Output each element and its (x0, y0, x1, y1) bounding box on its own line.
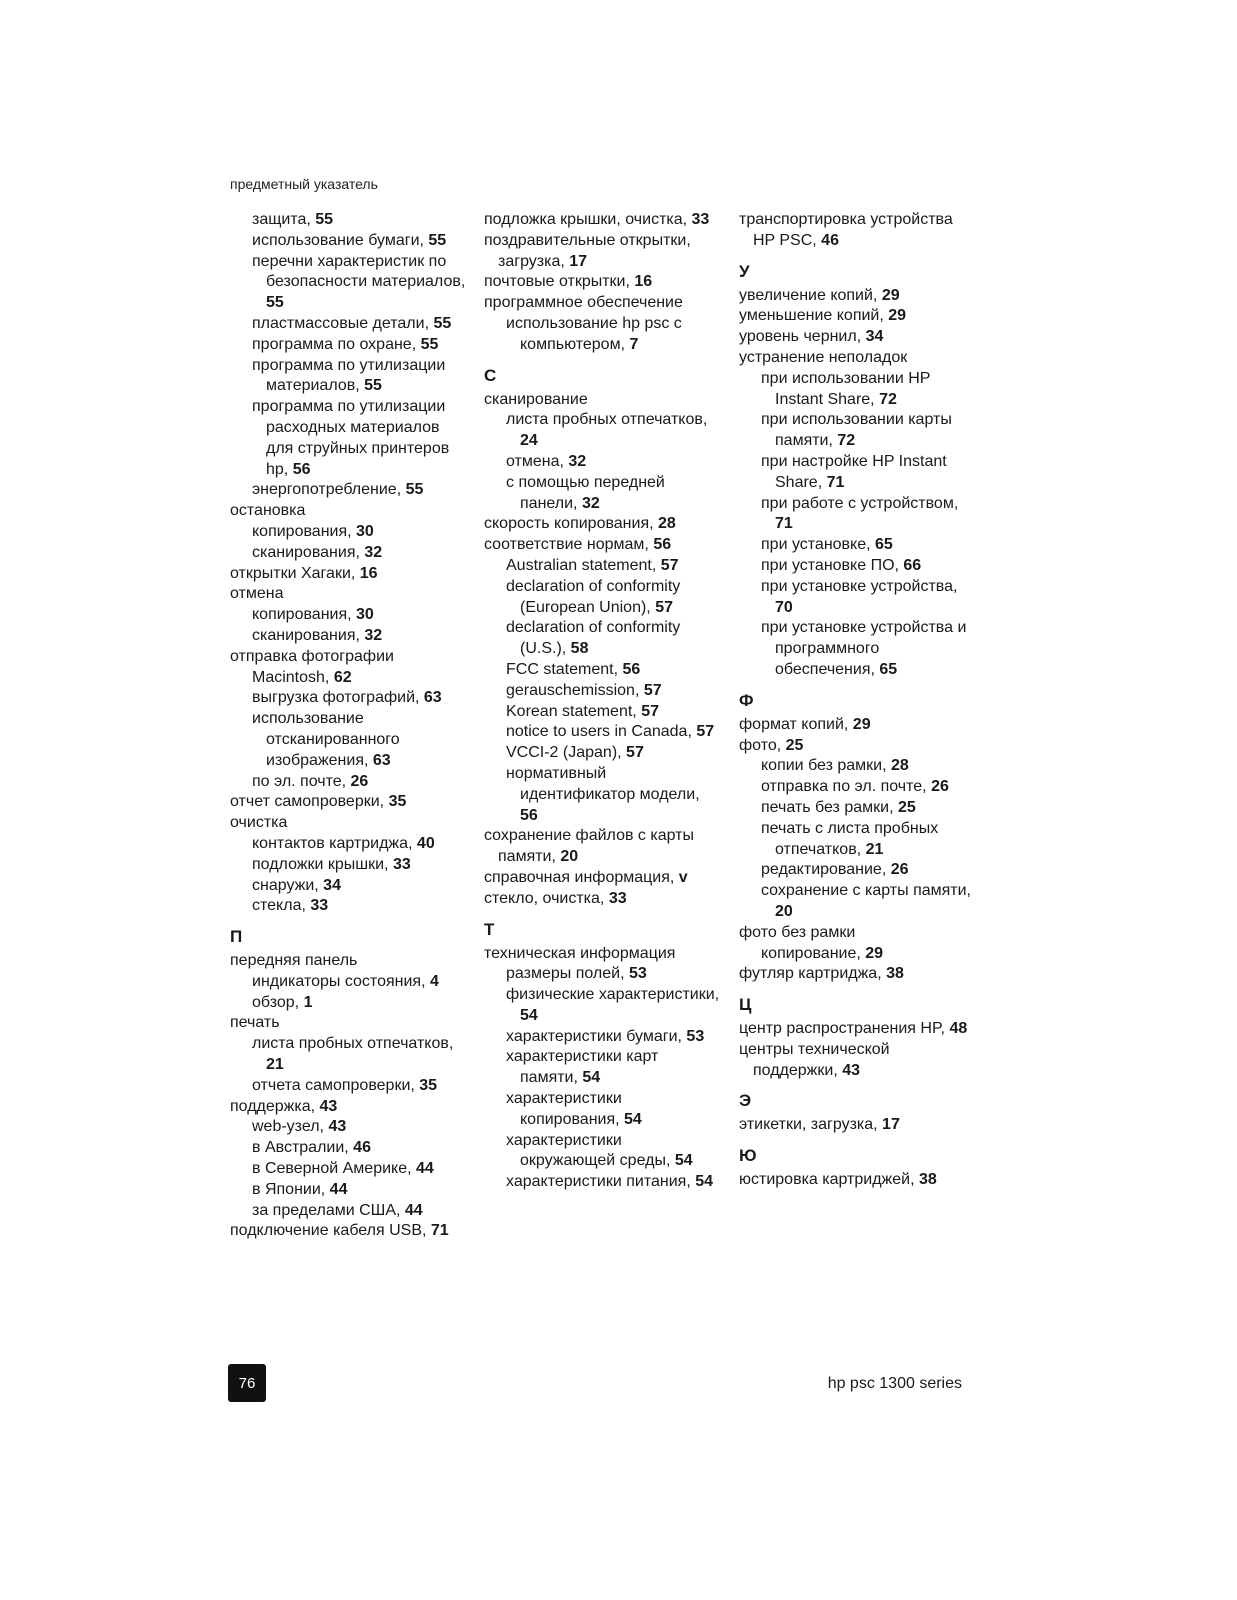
entry-term: программа по охране, (252, 335, 421, 353)
index-subentry (230, 668, 466, 689)
index-entry (484, 514, 720, 535)
index-entry (230, 1097, 466, 1118)
entry-page-ref[interactable]: 63 (372, 751, 391, 769)
index-subentry (484, 743, 720, 764)
entry-page-ref[interactable]: 48 (949, 1020, 968, 1038)
entry-term: при установке устройства и программного обеспечения, (761, 619, 967, 678)
entry-page-ref[interactable]: 24 (520, 432, 538, 450)
entry-term: за пределами США, (252, 1201, 405, 1219)
index-entry (739, 210, 975, 252)
entry-page-ref[interactable]: 25 (785, 736, 804, 754)
index-subentry (484, 681, 720, 702)
entry-term: открытки Хагаки, (230, 564, 360, 582)
entry-page-ref[interactable]: 57 (626, 744, 644, 762)
entry-term: нормативный идентификатор модели, (506, 764, 700, 803)
entry-page-ref[interactable]: 65 (875, 536, 893, 554)
index-entry (739, 964, 975, 985)
index-entry (230, 564, 466, 585)
entry-term: использование бумаги, (252, 231, 429, 249)
entry-term: VCCI-2 (Japan), (506, 744, 627, 762)
entry-term: при использовании HP Instant Share, (761, 369, 931, 408)
index-subentry (230, 210, 466, 231)
entry-page-ref[interactable]: 46 (821, 231, 839, 249)
index-subentry (484, 473, 720, 515)
entry-term: в Австралии, (252, 1139, 354, 1157)
entry-page-ref[interactable]: 33 (691, 211, 710, 228)
index-subentry (484, 556, 720, 577)
entry-page-ref[interactable]: 55 (364, 377, 382, 395)
entry-page-ref[interactable]: 29 (888, 307, 907, 325)
entry-term: FCC statement, (506, 660, 623, 678)
entry-term: устранение неполадок (739, 348, 908, 366)
index-entry (484, 535, 720, 556)
running-header: предметный указатель (230, 176, 378, 192)
index-subentry (739, 819, 975, 861)
entry-term: характеристики копирования, (506, 1090, 625, 1128)
entry-page-ref[interactable]: 54 (520, 1006, 538, 1024)
entry-term: уровень чернил, (739, 328, 866, 346)
entry-page-ref[interactable]: 26 (890, 861, 909, 879)
index-subentry (230, 772, 466, 793)
entry-term: выгрузка фотографий, (252, 689, 424, 707)
index-subentry (230, 1117, 466, 1138)
entry-term: печать (230, 1014, 280, 1032)
entry-page-ref[interactable]: 33 (392, 855, 411, 873)
index-subentry (739, 577, 975, 619)
entry-term: отправка по эл. почте, (761, 778, 932, 796)
index-entry (739, 736, 975, 757)
entry-page-ref[interactable]: 26 (350, 772, 369, 790)
index-subentry (230, 855, 466, 876)
index-subentry (739, 494, 975, 536)
entry-page-ref[interactable]: 56 (622, 660, 641, 678)
entry-page-ref[interactable]: 72 (837, 432, 856, 450)
entry-term: копирование, (761, 944, 866, 962)
entry-term: фото без рамки (739, 923, 856, 941)
entry-term: копирования, (252, 522, 357, 540)
index-entry (739, 1019, 975, 1040)
index-subentry (484, 577, 720, 619)
entry-page-ref[interactable]: 58 (570, 640, 589, 658)
entry-term: при использовании карты памяти, (761, 411, 952, 450)
index-subentry (230, 314, 466, 335)
entry-page-ref[interactable]: 29 (852, 715, 871, 733)
index-subentry (739, 452, 975, 494)
entry-page-ref[interactable]: 56 (520, 806, 538, 824)
index-subentry (230, 356, 466, 398)
entry-term: листа пробных отпечатков, (506, 411, 708, 429)
entry-term: declaration of conformity (U.S.), (506, 619, 681, 658)
index-column-1 (230, 210, 466, 1242)
entry-term: поддержка, (230, 1097, 320, 1115)
entry-page-ref[interactable]: 55 (405, 481, 424, 499)
entry-page-ref[interactable]: 57 (641, 702, 659, 720)
entry-term: печать с листа пробных отпечатков, (761, 819, 939, 858)
entry-page-ref[interactable]: 56 (292, 460, 311, 478)
index-entry (230, 501, 466, 522)
entry-term: характеристики карт памяти, (506, 1048, 659, 1087)
index-subentry (484, 702, 720, 723)
entry-page-ref[interactable]: 33 (310, 897, 329, 915)
index-subentry (230, 231, 466, 252)
entry-page-ref[interactable]: 32 (364, 626, 383, 644)
entry-page-ref[interactable]: 21 (865, 840, 884, 858)
index-entry (230, 1221, 466, 1242)
index-subentry (230, 1159, 466, 1180)
entry-term: сохранение файлов с карты памяти, (484, 827, 694, 866)
entry-page-ref[interactable]: 53 (628, 965, 647, 983)
entry-page-ref[interactable]: 63 (423, 689, 442, 707)
entry-term: Australian statement, (506, 556, 661, 574)
entry-term: контактов картриджа, (252, 834, 417, 852)
index-subentry (230, 834, 466, 855)
index-entry (739, 715, 975, 736)
entry-term: юстировка картриджей, (739, 1171, 919, 1189)
entry-page-ref[interactable]: 72 (879, 390, 897, 408)
index-letter-heading: Т (484, 919, 495, 939)
entry-page-ref[interactable]: 54 (624, 1110, 642, 1128)
index-subentry (739, 881, 975, 923)
entry-page-ref[interactable]: 65 (879, 660, 898, 678)
index-entry (739, 306, 975, 327)
entry-page-ref[interactable]: 44 (416, 1160, 434, 1178)
entry-term: программа по утилизации расходных материалов для струйных принтеров hp, (252, 398, 450, 478)
index-subentry (739, 535, 975, 556)
entry-page-ref[interactable]: 55 (266, 294, 284, 312)
index-letter-heading: Ц (739, 995, 752, 1015)
entry-term: уменьшение копий, (739, 307, 889, 325)
index-subentry (739, 369, 975, 411)
index-subentry (230, 896, 466, 917)
index-subentry (484, 314, 720, 356)
entry-page-ref[interactable]: 71 (775, 515, 793, 533)
entry-page-ref[interactable]: 53 (686, 1027, 705, 1045)
entry-page-ref[interactable]: 26 (931, 778, 949, 796)
entry-term: характеристики бумаги, (506, 1027, 687, 1045)
index-letter-heading: Э (739, 1091, 752, 1111)
index-entry (484, 272, 720, 293)
entry-page-ref[interactable]: 35 (419, 1076, 438, 1094)
entry-term: программа по утилизации материалов, (252, 356, 446, 395)
index-subentry (230, 522, 466, 543)
entry-term: при установке ПО, (761, 556, 904, 574)
entry-term: стекло, очистка, (484, 889, 609, 907)
entry-term: Korean statement, (506, 702, 642, 720)
page-number: 76 (228, 1364, 266, 1402)
index-subentry (230, 543, 466, 564)
entry-page-ref[interactable]: 21 (266, 1056, 284, 1074)
entry-page-ref[interactable]: 71 (826, 473, 845, 491)
index-subentry (230, 397, 466, 480)
entry-term: перечни характеристик по безопасности материалов, (252, 252, 466, 291)
entry-page-ref[interactable]: 57 (696, 723, 715, 741)
index-entry (484, 390, 720, 411)
index-entry (230, 584, 466, 605)
index-subentry (230, 1034, 466, 1076)
entry-term: при установке устройства, (761, 577, 958, 595)
entry-page-ref[interactable]: 44 (329, 1180, 348, 1198)
entry-page-ref[interactable]: 32 (364, 543, 383, 561)
entry-page-ref[interactable]: 57 (660, 556, 679, 574)
entry-term: подложки крышки, (252, 855, 393, 873)
entry-page-ref[interactable]: 34 (323, 876, 341, 894)
index-subentry (230, 1180, 466, 1201)
entry-term: в Японии, (252, 1180, 330, 1198)
index-subentry (230, 709, 466, 771)
entry-term: формат копий, (739, 715, 853, 733)
entry-term: почтовые открытки, (484, 273, 635, 291)
entry-page-ref[interactable]: 57 (643, 681, 662, 699)
entry-term: копирования, (252, 606, 357, 624)
entry-term: листа пробных отпечатков, (252, 1035, 454, 1053)
index-column-3 (739, 210, 975, 1191)
entry-page-ref[interactable]: 43 (328, 1118, 347, 1136)
entry-term: фото, (739, 736, 786, 754)
entry-term: снаружи, (252, 876, 324, 894)
index-entry (739, 923, 975, 944)
entry-page-ref[interactable]: 16 (634, 273, 653, 291)
entry-page-ref[interactable]: 20 (560, 848, 579, 866)
index-subentry (230, 1076, 466, 1097)
entry-term: защита, (252, 211, 316, 228)
entry-term: транспортировка устройства HP PSC, (739, 211, 953, 249)
index-subentry (484, 618, 720, 660)
entry-term: notice to users in Canada, (506, 723, 697, 741)
entry-term: отчет самопроверки, (230, 793, 389, 811)
index-subentry (739, 860, 975, 881)
entry-page-ref[interactable]: 32 (568, 452, 587, 470)
entry-page-ref[interactable]: 34 (865, 328, 884, 346)
entry-page-ref[interactable]: 56 (653, 536, 672, 554)
entry-term: с помощью передней панели, (506, 473, 665, 512)
entry-term: сканирования, (252, 543, 365, 561)
entry-term: стекла, (252, 897, 311, 915)
entry-term: центры технической поддержки, (739, 1040, 890, 1079)
entry-term: поздравительные открытки, загрузка, (484, 231, 691, 270)
entry-page-ref[interactable]: 20 (775, 902, 793, 920)
entry-page-ref[interactable]: 43 (842, 1061, 861, 1079)
entry-term: использование отсканированного изображения, (252, 710, 400, 769)
index-entry (739, 286, 975, 307)
entry-page-ref[interactable]: 33 (608, 889, 627, 907)
index-entry (739, 327, 975, 348)
entry-page-ref[interactable]: 55 (433, 314, 452, 332)
entry-term: характеристики питания, (506, 1173, 696, 1191)
entry-term: подключение кабеля USB, (230, 1222, 431, 1240)
index-subentry (230, 1201, 466, 1222)
entry-page-ref[interactable]: 54 (582, 1069, 601, 1087)
entry-page-ref[interactable]: 35 (388, 793, 407, 811)
entry-term: отчета самопроверки, (252, 1076, 420, 1094)
index-subentry (230, 605, 466, 626)
entry-page-ref[interactable]: 54 (695, 1173, 713, 1191)
index-entry (739, 1040, 975, 1082)
index-entry (484, 889, 720, 910)
entry-term: сканирование (484, 390, 588, 408)
entry-term: размеры полей, (506, 965, 629, 983)
entry-page-ref[interactable]: 30 (356, 606, 374, 624)
index-subentry (230, 335, 466, 356)
index-subentry (230, 626, 466, 647)
entry-page-ref[interactable]: 38 (886, 965, 904, 983)
entry-term: подложка крышки, очистка, (484, 211, 692, 228)
index-subentry (739, 944, 975, 965)
entry-term: использование hp psc с компьютером, (506, 314, 682, 353)
index-entry (739, 348, 975, 369)
index-subentry (484, 985, 720, 1027)
entry-term: при настройке HP Instant Share, (761, 452, 947, 491)
index-entry (739, 1115, 975, 1136)
entry-term: при установке, (761, 536, 876, 554)
product-name: hp psc 1300 series (827, 1375, 962, 1392)
index-letter-heading: У (739, 261, 750, 281)
entry-term: увеличение копий, (739, 286, 882, 304)
index-letter-heading: Ф (739, 690, 754, 710)
index-subentry (739, 410, 975, 452)
index-subentry (230, 972, 466, 993)
entry-term: передняя панель (230, 952, 358, 970)
entry-term: энергопотребление, (252, 481, 406, 499)
entry-page-ref[interactable]: 4 (429, 972, 439, 990)
entry-term: редактирование, (761, 861, 891, 879)
index-entry (484, 826, 720, 868)
entry-page-ref[interactable]: 46 (353, 1139, 371, 1157)
index-letter-heading: Ю (739, 1146, 757, 1166)
entry-term: скорость копирования, (484, 515, 659, 533)
index-subentry (230, 688, 466, 709)
entry-page-ref[interactable]: 43 (319, 1097, 338, 1115)
index-entry (484, 210, 720, 231)
index-subentry (230, 252, 466, 314)
entry-term: копии без рамки, (761, 757, 891, 775)
entry-term: центр распространения HP, (739, 1020, 950, 1038)
index-subentry (484, 964, 720, 985)
entry-term: индикаторы состояния, (252, 972, 430, 990)
entry-term: по эл. почте, (252, 772, 351, 790)
entry-term: при работе с устройством, (761, 494, 959, 512)
index-subentry (484, 764, 720, 826)
index-subentry (484, 452, 720, 473)
entry-term: этикетки, загрузка, (739, 1116, 883, 1134)
entry-term: обзор, (252, 993, 304, 1011)
entry-term: техническая информация (484, 944, 676, 962)
entry-term: сканирования, (252, 626, 365, 644)
entry-page-ref[interactable]: 55 (428, 231, 447, 249)
index-subentry (484, 1131, 720, 1173)
entry-page-ref[interactable]: 30 (356, 522, 374, 540)
entry-page-ref[interactable]: 57 (655, 598, 673, 616)
entry-page-ref[interactable]: 44 (404, 1201, 423, 1219)
index-entry (230, 647, 466, 668)
index-subentry (484, 1027, 720, 1048)
entry-term: очистка (230, 814, 288, 832)
entry-page-ref[interactable]: 17 (569, 252, 588, 270)
index-subentry (484, 410, 720, 452)
index-entry (484, 293, 720, 314)
entry-term: сохранение с карты памяти, (761, 882, 971, 900)
entry-page-ref[interactable]: 32 (581, 494, 600, 512)
index-subentry (484, 1089, 720, 1131)
index-subentry (230, 876, 466, 897)
index-entry (230, 813, 466, 834)
entry-page-ref[interactable]: 38 (918, 1171, 937, 1189)
index-entry (484, 944, 720, 965)
entry-page-ref[interactable]: 66 (903, 556, 922, 574)
entry-term: футляр картриджа, (739, 965, 887, 983)
index-subentry (230, 480, 466, 501)
entry-term: отправка фотографии (230, 647, 394, 665)
entry-page-ref[interactable]: 1 (303, 993, 313, 1011)
index-subentry (739, 556, 975, 577)
entry-term: печать без рамки, (761, 798, 898, 816)
entry-page-ref[interactable]: 54 (674, 1152, 693, 1170)
index-subentry (484, 660, 720, 681)
index-letter-heading: С (484, 365, 497, 385)
index-column-2 (484, 210, 720, 1193)
entry-page-ref[interactable]: 40 (416, 834, 435, 852)
entry-term: в Северной Америке, (252, 1160, 417, 1178)
entry-page-ref[interactable]: 62 (333, 668, 352, 686)
index-entry (484, 868, 720, 889)
index-subentry (739, 798, 975, 819)
entry-term: web-узел, (252, 1118, 329, 1136)
entry-page-ref[interactable]: 17 (882, 1116, 900, 1134)
entry-page-ref[interactable]: 71 (430, 1222, 449, 1240)
entry-page-ref[interactable]: v (678, 868, 688, 886)
index-subentry (484, 1047, 720, 1089)
entry-page-ref[interactable]: 28 (658, 515, 676, 533)
entry-term: gerauschemission, (506, 681, 644, 699)
entry-term: пластмассовые детали, (252, 314, 434, 332)
entry-term: отмена (230, 585, 284, 603)
entry-page-ref[interactable]: 25 (897, 798, 916, 816)
entry-term: соответствие нормам, (484, 536, 654, 554)
index-entry (230, 951, 466, 972)
entry-page-ref[interactable]: 55 (420, 335, 439, 353)
entry-page-ref[interactable]: 16 (359, 564, 378, 582)
index-entry (230, 1013, 466, 1034)
entry-term: программное обеспечение (484, 294, 683, 312)
index-subentry (739, 756, 975, 777)
entry-page-ref[interactable]: 70 (775, 598, 793, 616)
index-subentry (230, 993, 466, 1014)
entry-page-ref[interactable]: 28 (891, 757, 909, 775)
index-subentry (230, 1138, 466, 1159)
entry-page-ref[interactable]: 29 (881, 286, 900, 304)
entry-term: характеристики окружающей среды, (506, 1131, 675, 1170)
entry-term: отмена, (506, 452, 569, 470)
entry-term: остановка (230, 502, 306, 520)
index-subentry (739, 618, 975, 680)
index-entry (230, 792, 466, 813)
entry-term: физические характеристики, (506, 986, 720, 1004)
index-subentry (484, 722, 720, 743)
entry-page-ref[interactable]: 29 (865, 944, 884, 962)
index-subentry (739, 777, 975, 798)
index-entry (484, 231, 720, 273)
entry-page-ref[interactable]: 55 (315, 211, 334, 228)
entry-page-ref[interactable]: 7 (629, 335, 639, 353)
entry-term: справочная информация, (484, 868, 679, 886)
index-entry (739, 1170, 975, 1191)
entry-term: declaration of conformity (European Union), (506, 577, 681, 616)
entry-term: Macintosh, (252, 668, 334, 686)
index-subentry (484, 1172, 720, 1193)
index-letter-heading: П (230, 927, 243, 947)
